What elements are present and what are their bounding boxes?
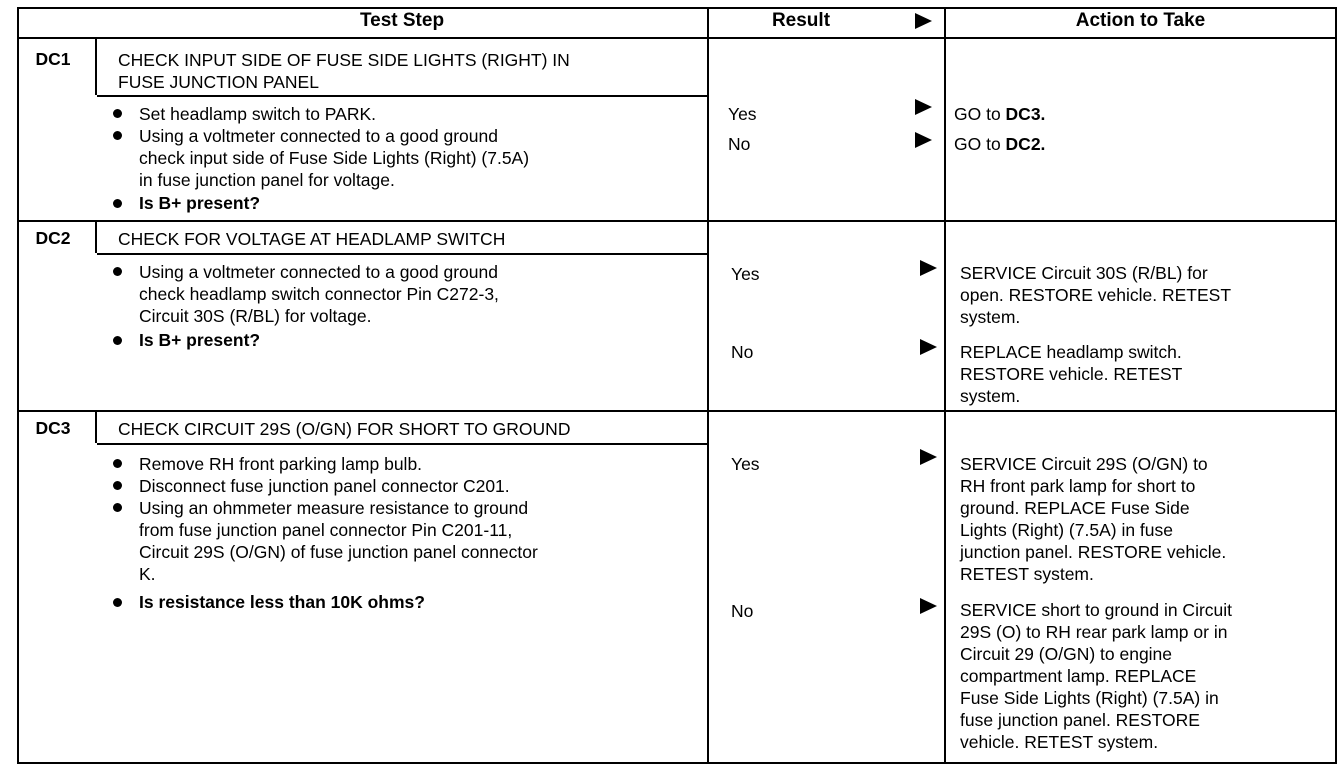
dc3-action-no bbox=[960, 599, 1232, 753]
dc2-action-no-line: system. bbox=[960, 386, 1021, 406]
dc1-bullet-1: Set headlamp switch to PARK. bbox=[139, 104, 377, 124]
dc1-bullet-2 bbox=[139, 125, 529, 191]
dc2-question: Is B+ present? bbox=[139, 330, 261, 350]
dc2-bullet-1-line: check headlamp switch connector Pin C272-3, bbox=[139, 284, 499, 304]
bullet-icon bbox=[113, 598, 122, 607]
dc3-bullet-3-line: Circuit 29S (O/GN) of fuse junction panel connector bbox=[139, 542, 538, 562]
dc3-action-no-line: SERVICE short to ground in Circuit bbox=[960, 600, 1233, 620]
dc1-question: Is B+ present? bbox=[139, 193, 261, 213]
dc1-result-yes: Yes bbox=[728, 104, 757, 124]
dc3-question: Is resistance less than 10K ohms? bbox=[139, 592, 425, 612]
dc2-bullet-1 bbox=[139, 261, 499, 327]
dc3-result-no: No bbox=[731, 601, 754, 621]
dc3-action-yes-line: ground. REPLACE Fuse Side bbox=[960, 498, 1190, 518]
dc2-action-yes-line: system. bbox=[960, 307, 1021, 327]
header-bottom-border bbox=[17, 37, 1337, 39]
dc1-action-yes bbox=[954, 103, 1045, 125]
dc2-result-yes: Yes bbox=[731, 264, 760, 284]
dc3-action-no-line: Circuit 29 (O/GN) to engine bbox=[960, 644, 1173, 664]
dc2-action-no-line: REPLACE headlamp switch. bbox=[960, 342, 1182, 362]
step-id-divider-dc2 bbox=[95, 220, 97, 253]
table-left-border bbox=[17, 7, 19, 764]
header-test-step: Test Step bbox=[359, 10, 445, 31]
step-id-dc2: DC2 bbox=[35, 228, 71, 248]
dc3-action-yes-line: Lights (Right) (7.5A) in fuse bbox=[960, 520, 1174, 540]
dc1-action-no-prefix: GO to bbox=[954, 134, 1006, 154]
dc1-bullet-2-line: Using a voltmeter connected to a good ground bbox=[139, 126, 498, 146]
dc2-action-no bbox=[960, 341, 1182, 407]
table-top-border bbox=[17, 7, 1337, 9]
dc3-bullet-1: Remove RH front parking lamp bulb. bbox=[139, 454, 423, 474]
dc3-action-no-line: vehicle. RETEST system. bbox=[960, 732, 1159, 752]
bullet-icon bbox=[113, 267, 122, 276]
dc2-action-yes-line: SERVICE Circuit 30S (R/BL) for bbox=[960, 263, 1208, 283]
dc3-result-yes: Yes bbox=[731, 454, 760, 474]
dc3-action-yes-line: SERVICE Circuit 29S (O/GN) to bbox=[960, 454, 1208, 474]
header-result: Result bbox=[771, 10, 831, 31]
dc3-bullet-3-line: from fuse junction panel connector Pin C201-11, bbox=[139, 520, 513, 540]
dc2-action-yes bbox=[960, 262, 1231, 328]
dc2-bottom-border bbox=[17, 410, 1337, 412]
dc3-action-yes-line: junction panel. RESTORE vehicle. bbox=[960, 542, 1227, 562]
dc1-bullet-2-line: in fuse junction panel for voltage. bbox=[139, 170, 395, 190]
header-arrow-icon bbox=[915, 13, 932, 29]
bullet-icon bbox=[113, 481, 122, 490]
bullet-icon bbox=[113, 459, 122, 468]
dc3-action-yes-line: RETEST system. bbox=[960, 564, 1094, 584]
dc1-title bbox=[118, 49, 570, 93]
step-id-divider-dc1 bbox=[95, 37, 97, 95]
bullet-icon bbox=[113, 109, 122, 118]
dc2-title: CHECK FOR VOLTAGE AT HEADLAMP SWITCH bbox=[118, 229, 506, 249]
step-id-divider-dc3 bbox=[95, 410, 97, 443]
dc3-title: CHECK CIRCUIT 29S (O/GN) FOR SHORT TO GROUND bbox=[118, 419, 571, 439]
dc3-action-no-line: fuse junction panel. RESTORE bbox=[960, 710, 1200, 730]
dc3-bullet-3-line: K. bbox=[139, 564, 156, 584]
result-action-divider bbox=[944, 7, 946, 764]
dc3-bullet-2: Disconnect fuse junction panel connector C201. bbox=[139, 476, 510, 496]
dc1-action-no bbox=[954, 133, 1045, 155]
dc3-action-no-line: 29S (O) to RH rear park lamp or in bbox=[960, 622, 1228, 642]
dc1-action-no-target: DC2. bbox=[1005, 134, 1046, 154]
result-arrow-icon bbox=[920, 260, 937, 276]
result-arrow-icon bbox=[920, 339, 937, 355]
dc3-action-no-line: Fuse Side Lights (Right) (7.5A) in bbox=[960, 688, 1219, 708]
dc1-title-line: CHECK INPUT SIDE OF FUSE SIDE LIGHTS (RIGHT) IN bbox=[118, 50, 570, 70]
bullet-icon bbox=[113, 199, 122, 208]
result-arrow-icon bbox=[920, 449, 937, 465]
dc2-action-yes-line: open. RESTORE vehicle. RETEST bbox=[960, 285, 1232, 305]
bullet-icon bbox=[113, 503, 122, 512]
step-id-dc3: DC3 bbox=[35, 418, 71, 438]
dc3-title-divider bbox=[97, 443, 707, 445]
table-bottom-border bbox=[17, 762, 1337, 764]
dc2-bullet-1-line: Using a voltmeter connected to a good ground bbox=[139, 262, 498, 282]
result-arrow-icon bbox=[920, 598, 937, 614]
dc2-bullet-1-line: Circuit 30S (R/BL) for voltage. bbox=[139, 306, 372, 326]
teststep-result-divider bbox=[707, 7, 709, 764]
result-arrow-icon bbox=[915, 132, 932, 148]
dc1-bullet-2-line: check input side of Fuse Side Lights (Right) (7.5A) bbox=[139, 148, 530, 168]
dc1-title-line: FUSE JUNCTION PANEL bbox=[118, 72, 319, 92]
dc2-result-no: No bbox=[731, 342, 754, 362]
dc2-title-divider bbox=[97, 253, 707, 255]
result-arrow-icon bbox=[915, 99, 932, 115]
header-action: Action to Take bbox=[1075, 10, 1206, 31]
dc1-result-no: No bbox=[728, 134, 751, 154]
dc3-action-yes-line: RH front park lamp for short to bbox=[960, 476, 1196, 496]
dc1-action-yes-prefix: GO to bbox=[954, 104, 1006, 124]
bullet-icon bbox=[113, 336, 122, 345]
table-right-border bbox=[1335, 7, 1337, 764]
dc3-action-yes bbox=[960, 453, 1226, 585]
step-id-dc1: DC1 bbox=[35, 49, 71, 69]
bullet-icon bbox=[113, 131, 122, 140]
dc3-bullet-3 bbox=[139, 497, 538, 585]
dc1-action-yes-target: DC3. bbox=[1005, 104, 1046, 124]
dc2-action-no-line: RESTORE vehicle. RETEST bbox=[960, 364, 1183, 384]
dc1-bottom-border bbox=[17, 220, 1337, 222]
dc1-title-divider bbox=[97, 95, 707, 97]
dc3-action-no-line: compartment lamp. REPLACE bbox=[960, 666, 1197, 686]
dc3-bullet-3-line: Using an ohmmeter measure resistance to ground bbox=[139, 498, 529, 518]
